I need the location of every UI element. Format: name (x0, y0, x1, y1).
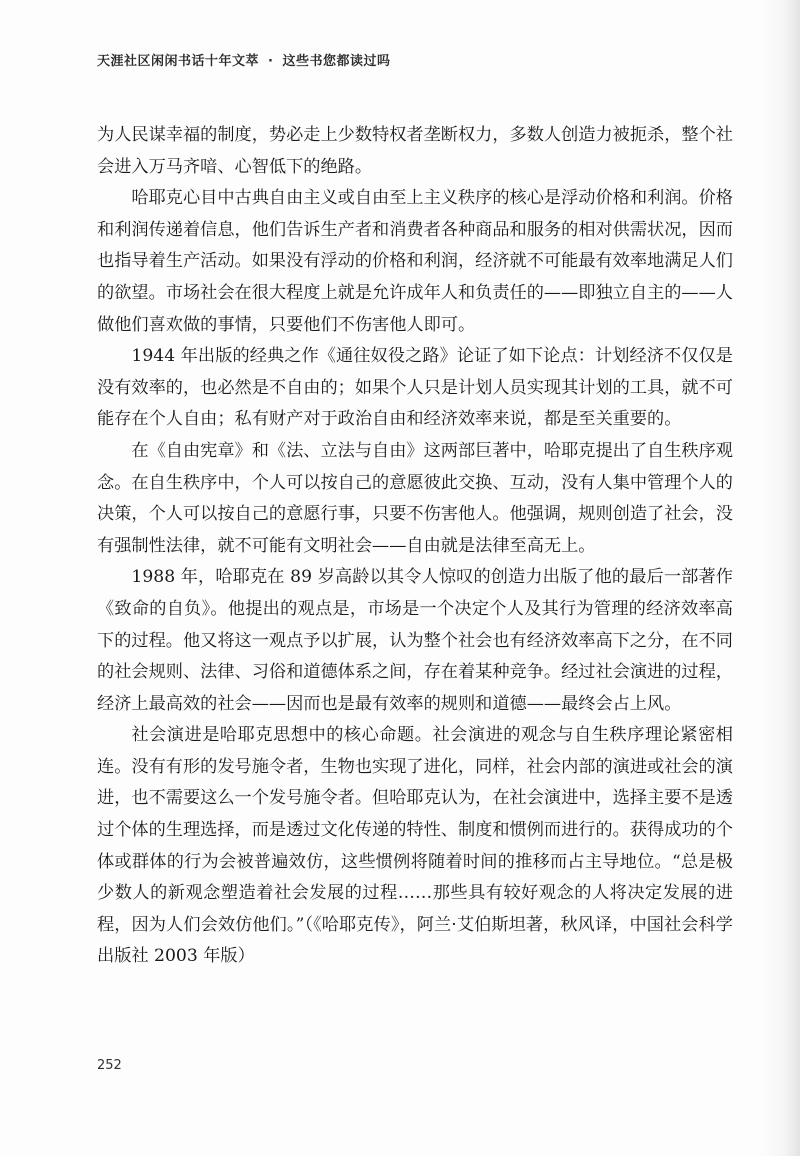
paragraph-continued: 为人民谋幸福的制度，势必走上少数特权者垄断权力，多数人创造力被扼杀，整个社会进入万马齐喑、心智低下的绝路。 (97, 125, 733, 177)
paragraph: 在《自由宪章》和《法、立法与自由》这两部巨著中，哈耶克提出了自生秩序观念。在自生秩序中，个人可以按自己的意愿彼此交换、互动，没有人集中管理个人的决策，个人可以按自己的意愿行事，只要不伤害他人。他强调，规则创造了社会，没有强制性法律，就不可能有文明社会——自由就是法律至高无上。 (97, 440, 733, 556)
paragraph: 哈耶克心目中古典自由主义或自由至上主义秩序的核心是浮动价格和利润。价格和利润传递着信息，他们告诉生产者和消费者各种商品和服务的相对供需状况，因而也指导着生产活动。如果没有浮动的价格和利润，经济就不可能最有效率地满足人们的欲望。市场社会在很大程度上就是允许成年人和负责任的——即独立自主的——人做他们喜欢做的事情，只要他们不伤害他人即可。 (97, 188, 733, 335)
page-number: 252 (97, 1058, 122, 1073)
paragraph: 1944 年出版的经典之作《通往奴役之路》论证了如下论点：计划经济不仅仅是没有效率的，也必然是不自由的；如果个人只是计划人员实现其计划的工具，就不可能存在个人自由；私有财产对于政治自由和经济效率来说，都是至关重要的。 (97, 346, 733, 430)
page-binding-shadow (760, 0, 800, 1156)
book-title: 天涯社区闲闲书话十年文萃 (97, 54, 260, 69)
paragraph: 社会演进是哈耶克思想中的核心命题。社会演进的观念与自生秩序理论紧密相连。没有有形的发号施令者，生物也实现了进化，同样，社会内部的演进或社会的演进，也不需要这么一个发号施令者。但哈耶克认为，在社会演进中，选择主要不是透过个体的生理选择，而是透过文化传递的特性、制度和惯例而进行的。获得成功的个体或群体的行为会被普遍效仿，这些惯例将随着时间的推移而占主导地位。“总是极少数人的新观念塑造着社会发展的过程……那些具有较好观念的人将决定发展的进程，因为人们会效仿他们。”（《哈耶克传》，阿兰·艾伯斯坦著，秋风译，中国社会科学出版社 2003 年版） (97, 725, 733, 967)
paragraph: 1988 年，哈耶克在 89 岁高龄以其令人惊叹的创造力出版了他的最后一部著作《致命的自负》。他提出的观点是，市场是一个决定个人及其行为管理的经济效率高下的过程。他又将这一观点予以扩展，认为整个社会也有经济效率高下之分，在不同的社会规则、法律、习俗和道德体系之间，存在着某种竞争。经过社会演进的过程，经济上最高效的社会——因而也是最有效率的规则和道德——最终会占上风。 (97, 567, 733, 714)
section-title: 这些书您都读过吗 (282, 54, 391, 69)
body-text (97, 120, 733, 973)
running-header (97, 50, 391, 69)
header-separator: · (268, 54, 274, 69)
